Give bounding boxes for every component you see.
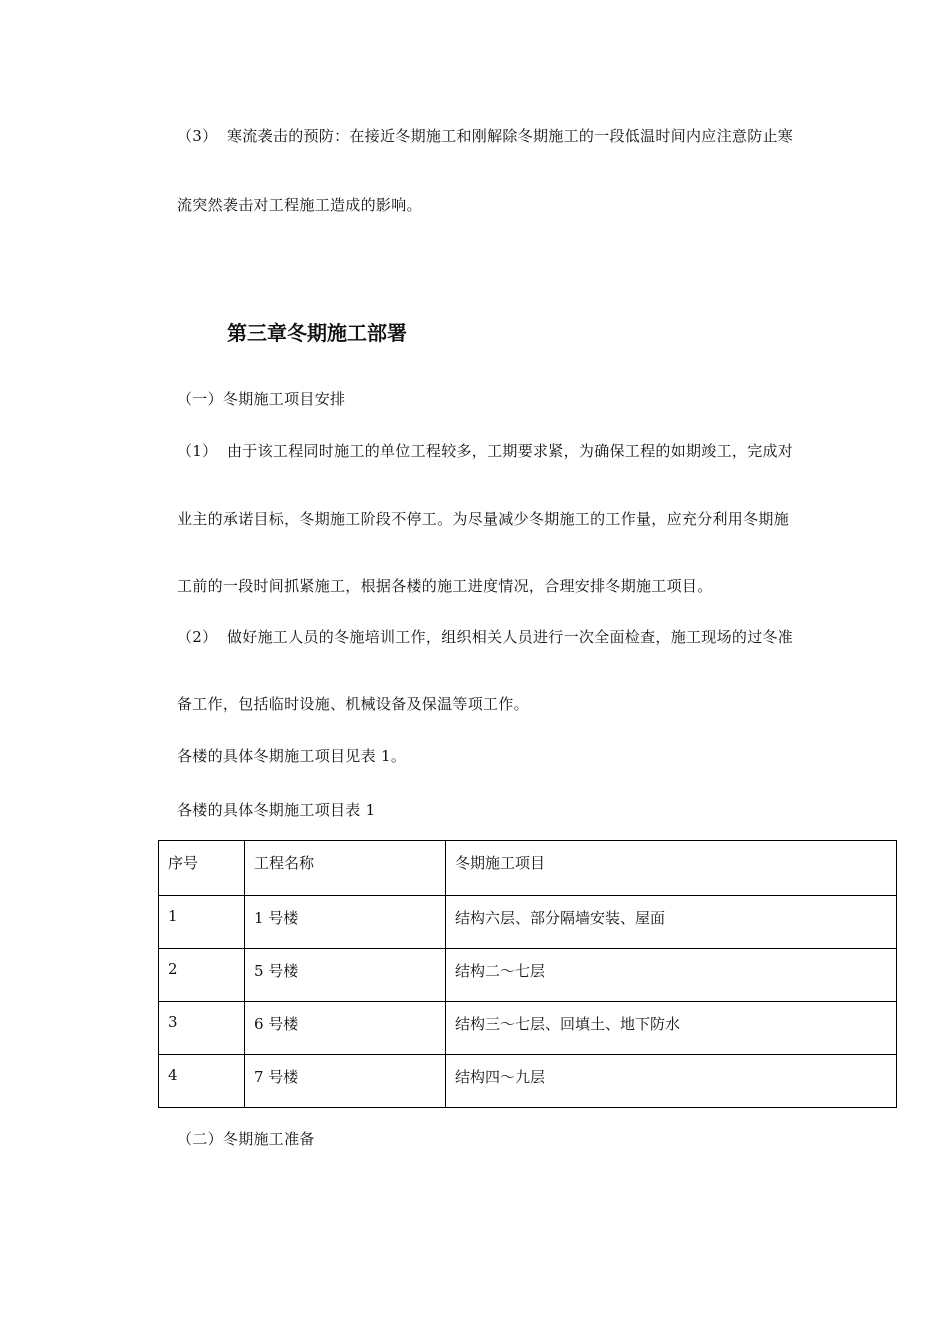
paragraph-2-number: （2） (177, 628, 218, 646)
cell-winter-items: 结构三～七层、回填土、地下防水 (446, 1002, 897, 1055)
table-caption: 各楼的具体冬期施工项目表 1 (177, 801, 376, 819)
paragraph-3-text-1: 寒流袭击的预防：在接近冬期施工和刚解除冬期施工的一段低温时间内应注意防止寒 (227, 127, 794, 145)
cell-project-name: 5 号楼 (245, 949, 446, 1002)
paragraph-2-text-1: 做好施工人员的冬施培训工作，组织相关人员进行一次全面检查，施工现场的过冬准 (227, 628, 794, 646)
table-header-row (159, 841, 897, 896)
cell-winter-items: 结构二～七层 (446, 949, 897, 1002)
cell-index: 2 (159, 949, 245, 1002)
cell-index: 3 (159, 1002, 245, 1055)
paragraph-1-number: （1） (177, 442, 218, 460)
cell-index: 1 (159, 896, 245, 949)
cell-index: 4 (159, 1055, 245, 1108)
table-row (159, 1055, 897, 1108)
section-2-title: （二）冬期施工准备 (177, 1130, 315, 1148)
chapter-title: 第三章冬期施工部署 (227, 321, 407, 345)
paragraph-1-line-3: 工前的一段时间抓紧施工，根据各楼的施工进度情况，合理安排冬期施工项目。 (177, 577, 713, 595)
header-cell-project-name: 工程名称 (245, 841, 446, 896)
paragraph-3-line-1 (177, 126, 793, 146)
paragraph-1-line-2: 业主的承诺目标，冬期施工阶段不停工。为尽量减少冬期施工的工作量，应充分利用冬期施 (177, 510, 790, 528)
cell-winter-items: 结构四～九层 (446, 1055, 897, 1108)
cell-project-name: 6 号楼 (245, 1002, 446, 1055)
table-row (159, 1002, 897, 1055)
table-reference-text: 各楼的具体冬期施工项目见表 1。 (177, 747, 407, 765)
paragraph-3-number: （3） (177, 127, 218, 145)
paragraph-1-line-1 (177, 441, 793, 461)
paragraph-3-line-2: 流突然袭击对工程施工造成的影响。 (177, 196, 422, 214)
table-row (159, 896, 897, 949)
section-1-title: （一）冬期施工项目安排 (177, 390, 346, 408)
paragraph-1-text-1: 由于该工程同时施工的单位工程较多，工期要求紧，为确保工程的如期竣工，完成对 (227, 442, 794, 460)
paragraph-2-line-1 (177, 627, 793, 647)
cell-winter-items: 结构六层、部分隔墙安装、屋面 (446, 896, 897, 949)
winter-construction-table (158, 840, 897, 1108)
paragraph-2-line-2: 备工作，包括临时设施、机械设备及保温等项工作。 (177, 695, 529, 713)
table-row (159, 949, 897, 1002)
header-cell-index: 序号 (159, 841, 245, 896)
cell-project-name: 1 号楼 (245, 896, 446, 949)
cell-project-name: 7 号楼 (245, 1055, 446, 1108)
header-cell-winter-items: 冬期施工项目 (446, 841, 897, 896)
